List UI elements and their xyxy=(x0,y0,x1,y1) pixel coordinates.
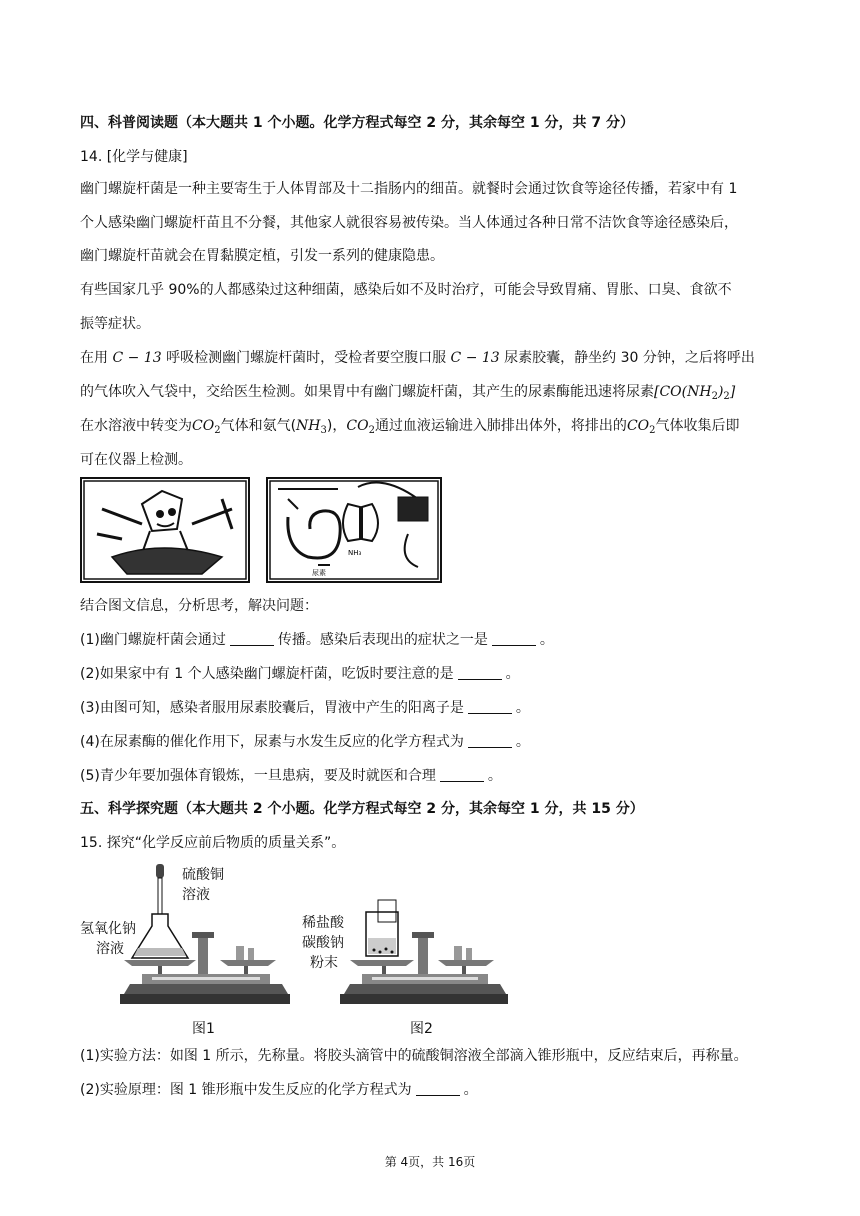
para1-line3: 幽门螺旋杆苗就会在胃黏膜定植，引发一系列的健康隐患。 xyxy=(80,248,444,264)
fig2-label-hcl: 稀盐酸 xyxy=(302,915,344,931)
para1-line1: 幽门螺旋杆菌是一种主要寄生于人体胃部及十二指肠内的细苗。就餐时会通过饮食等途径传播，若家中有 1 xyxy=(80,181,738,197)
para2-line2: 振等症状。 xyxy=(80,316,150,332)
para3-line1: 在用 C − 13 呼吸检测幽门螺旋杆菌时，受检者要空腹口服 C − 13 尿素胶囊，静坐约 30 分钟，之后将呼出 xyxy=(80,350,755,366)
figure-2 xyxy=(298,860,508,1040)
question-14-4: (4)在尿素酶的催化作用下，尿素与水发生反应的化学方程式为 。 xyxy=(80,734,530,750)
section4-heading: 四、科普阅读题（本大题共 1 个小题。化学方程式每空 2 分，其余每空 1 分，共 7 分） xyxy=(80,115,634,131)
fig1-label-cuso4-line1: 硫酸铜 xyxy=(182,867,224,883)
para2-line1: 有些国家几乎 90%的人都感染过这种细菌，感染后如不及时治疗，可能会导致胃痛、胃胀、口臭、食欲不 xyxy=(80,282,732,298)
question-14-1: (1)幽门螺旋杆菌会通过 传播。感染后表现出的症状之一是 。 xyxy=(80,632,554,648)
cartoon-person-icon xyxy=(82,479,248,581)
figure-1 xyxy=(80,860,290,1040)
cartoon-illustration-1 xyxy=(80,477,250,583)
question-14-2: (2)如果家中有 1 个人感染幽门螺旋杆菌，吃饭时要注意的是 。 xyxy=(80,666,520,682)
question-15-2: (2)实验原理：图 1 锥形瓶中发生反应的化学方程式为 。 xyxy=(80,1082,478,1098)
fig2-label-na2co3-line2: 粉末 xyxy=(310,955,338,971)
cartoon-illustration-2 xyxy=(266,477,442,583)
answer-blank[interactable] xyxy=(230,631,274,646)
answer-blank[interactable] xyxy=(468,733,512,748)
question-15-1: (1)实验方法：如图 1 所示，先称量。将胶头滴管中的硫酸铜溶液全部滴入锥形瓶中，反应结束后，再称量。 xyxy=(80,1048,748,1064)
answer-blank[interactable] xyxy=(458,665,502,680)
page-footer: 第 4页，共 16页 xyxy=(384,1155,476,1169)
fig-urea-label: 尿素 xyxy=(312,569,326,577)
fig1-label-naoh-line2: 溶液 xyxy=(96,941,124,957)
fig-nh3-label: NH₃ xyxy=(348,549,362,557)
para3-line3: 在水溶液中转变为$CO_2$气体和氨气$(NH_3)$，$CO_2$通过血液运输进入肺排出体外，将排出的$CO_2$气体收集后即 xyxy=(80,418,740,436)
answer-blank[interactable] xyxy=(440,767,484,782)
para1-line2: 个人感染幽门螺旋杆苗且不分餐，其他家人就很容易被传染。当人体通过各种日常不洁饮食等途径感染后， xyxy=(80,215,738,231)
question-14-3: (3)由图可知，感染者服用尿素胶囊后，胃液中产生的阳离子是 。 xyxy=(80,700,530,716)
q14-label: 14. [化学与健康] xyxy=(80,149,188,165)
para3-line2: 的气体吹入气袋中，交给医生检测。如果胃中有幽门螺旋杆菌，其产生的尿素酶能迅速将尿素$[CO(NH_2)_2]$ xyxy=(80,384,736,402)
fig1-label-naoh-line1: 氢氧化钠 xyxy=(80,921,136,937)
answer-blank[interactable] xyxy=(468,699,512,714)
combine-prompt: 结合图文信息，分析思考，解决问题： xyxy=(80,598,318,614)
para3-line4: 可在仪器上检测。 xyxy=(80,452,192,468)
section5-heading: 五、科学探究题（本大题共 2 个小题。化学方程式每空 2 分，其余每空 1 分，共 15 分） xyxy=(80,801,644,817)
fig1-caption: 图1 xyxy=(192,1021,215,1037)
answer-blank[interactable] xyxy=(416,1081,460,1096)
fig2-caption: 图2 xyxy=(410,1021,433,1037)
q15-label: 15. 探究“化学反应前后物质的质量关系”。 xyxy=(80,835,346,851)
fig1-label-cuso4-line2: 溶液 xyxy=(182,887,210,903)
question-14-5: (5)青少年要加强体育锻炼，一旦患病，要及时就医和合理 。 xyxy=(80,768,502,784)
stomach-lung-diagram-icon xyxy=(268,479,440,581)
fig2-label-na2co3-line1: 碳酸钠 xyxy=(302,935,344,951)
answer-blank[interactable] xyxy=(492,631,536,646)
